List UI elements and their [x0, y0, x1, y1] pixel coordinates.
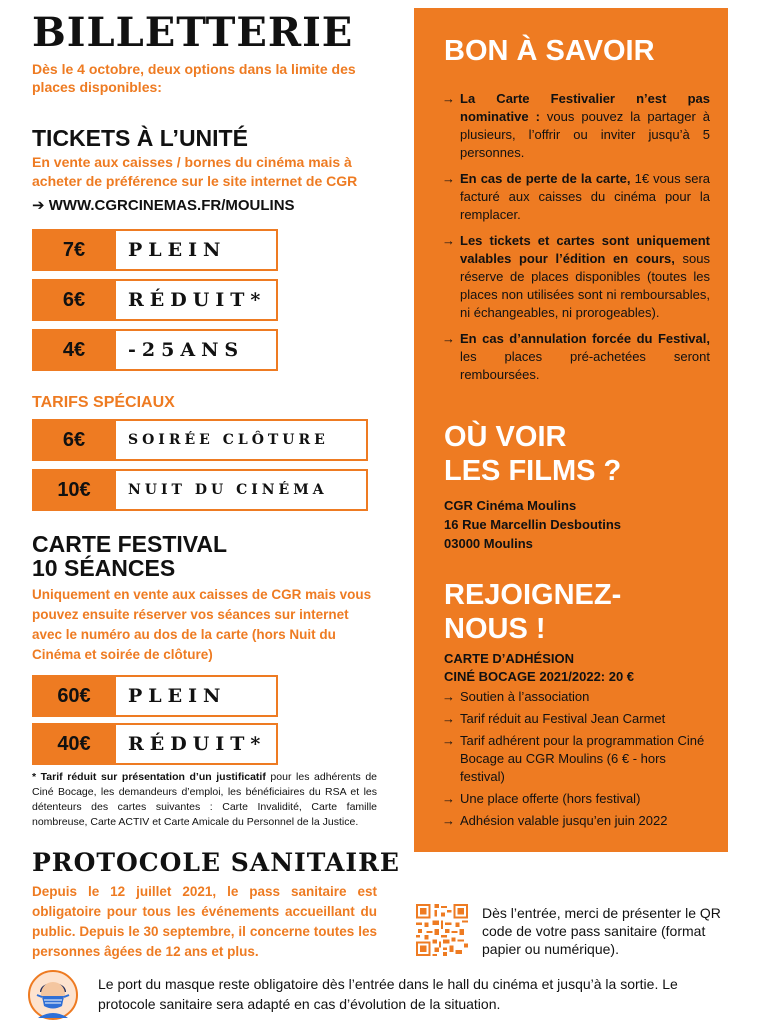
item-text: 1€ vous sera facturé aux caisses du cinéma pour la remplacer. — [460, 171, 710, 222]
footnote-rest: pour les adhérents de Ciné Bocage, les demandeurs d’emploi, les bénéficiaires du RSA et les détenteurs des cartes suivantes : Carte Invalidité, Carte famille nombreuse, Carte ACTIV et Carte Amicale du Personnel de la Justice. — [32, 771, 377, 828]
list-item: → Soutien à l’association — [442, 688, 712, 706]
price-value: 6€ — [32, 279, 116, 321]
adhesion-line2: CINÉ BOCAGE 2021/2022: 20 € — [444, 669, 635, 684]
price-value: 60€ — [32, 675, 116, 717]
rejoignez-line1: REJOIGNEZ- — [444, 579, 622, 611]
item-bold: En cas d’annulation forcée du Festival, — [460, 331, 710, 346]
price-value: 4€ — [32, 329, 116, 371]
tarif-reduit-footnote — [32, 770, 377, 830]
list-item: → Une place offerte (hors festival) — [442, 790, 712, 808]
cinema-address — [444, 496, 621, 553]
adhesion-line1: CARTE D’ADHÉSION — [444, 651, 575, 666]
tarifs-speciaux-heading: TARIFS SPÉCIAUX — [32, 394, 175, 411]
qr-instructions: Dès l’entrée, merci de présenter le QR code de votre pass sanitaire (format papier ou numérique). — [482, 905, 721, 957]
price-value: 10€ — [32, 469, 116, 511]
price-value: 40€ — [32, 723, 116, 765]
list-item: → Adhésion valable jusqu’en juin 2022 — [442, 812, 712, 830]
price-row-moins-25 — [32, 329, 278, 371]
list-item — [442, 170, 710, 224]
price-label: RÉDUIT* — [116, 723, 278, 765]
tickets-heading: TICKETS À L’UNITÉ — [32, 125, 248, 151]
protocole-text: Depuis le 12 juillet 2021, le pass sanitaire est obligatoire pour tous les événements accueillant du public. Depuis le 30 septembre, il concerne toutes les personnes âgées de 12 ans et plus. — [32, 884, 377, 959]
price-label: PLEIN — [116, 229, 278, 271]
info-panel — [414, 8, 728, 852]
tickets-subtitle: En vente aux caisses / bornes du cinéma mais à acheter de préférence sur le site internet de CGR — [32, 154, 358, 189]
mask-notice: Le port du masque reste obligatoire dès l’entrée dans le hall du cinéma et jusqu’à la sortie. Le protocole sanitaire sera adapté en cas d’évolution de la situation. — [98, 976, 678, 1012]
carte-festival-heading — [32, 532, 332, 580]
price-row-reduit — [32, 279, 278, 321]
list-item — [442, 330, 710, 384]
price-row-nuit-du-cinema — [32, 469, 368, 511]
item-text: sous réserve de places disponibles (toutes les places non utilisées sont ni remboursables, ni échangeables, ni prorogeables). — [460, 251, 710, 320]
price-row-carte-reduit — [32, 723, 278, 765]
adhesion-benefits-list — [442, 688, 712, 834]
price-row-plein — [32, 229, 278, 271]
billetterie-title: BILLETTERIE — [32, 9, 354, 56]
ou-voir-line2: LES FILMS ? — [444, 455, 622, 487]
list-item: → Tarif réduit au Festival Jean Carmet — [442, 710, 712, 728]
face-mask-icon — [28, 970, 78, 1020]
price-row-soiree-cloture — [32, 419, 368, 461]
carte-subtitle: Uniquement en vente aux caisses de CGR mais vous pouvez ensuite réserver vos séances sur internet avec le numéro au dos de la carte (hors Nuit du Cinéma et soirée de clôture) — [32, 587, 372, 662]
carte-heading-line1: CARTE FESTIVAL — [32, 531, 228, 557]
carte-heading-line2: 10 SÉANCES — [32, 555, 176, 581]
price-label: NUIT DU CINÉMA — [116, 469, 368, 511]
list-item — [442, 90, 710, 162]
qr-code-icon — [416, 904, 468, 956]
price-row-carte-plein — [32, 675, 278, 717]
rejoignez-line2: NOUS ! — [444, 613, 546, 645]
item-bold: En cas de perte de la carte, — [460, 171, 631, 186]
billetterie-intro: Dès le 4 octobre, deux options dans la limite des places disponibles: — [32, 61, 356, 95]
item-text: les places pré-achetées seront remboursées. — [460, 349, 710, 382]
bon-a-savoir-list — [442, 90, 710, 392]
rejoignez-heading — [444, 578, 621, 646]
list-item — [442, 232, 710, 322]
tickets-url-link[interactable]: ➔ WWW.CGRCINEMAS.FR/MOULINS — [32, 197, 295, 214]
ou-voir-line1: OÙ VOIR — [444, 421, 567, 453]
footnote-bold: * Tarif réduit sur présentation d’un justificatif — [32, 771, 266, 783]
address-line: 16 Rue Marcellin Desboutins — [444, 517, 621, 532]
carte-adhesion-title — [444, 650, 634, 686]
bon-a-savoir-heading: BON À SAVOIR — [444, 35, 655, 67]
price-value: 7€ — [32, 229, 116, 271]
address-line: 03000 Moulins — [444, 536, 533, 551]
item-text: vous pouvez la partager à plusieurs, l’offrir ou inviter jusqu’à 5 personnes. — [460, 109, 710, 160]
item-bold: Les tickets et cartes sont uniquement valables pour l’édition en cours, — [460, 233, 710, 266]
protocole-title: PROTOCOLE SANITAIRE — [32, 848, 400, 877]
item-bold: La Carte Festivalier n’est pas nominative : — [460, 91, 710, 124]
list-item: → Tarif adhérent pour la programmation Ciné Bocage au CGR Moulins (6 € - hors festival) — [442, 732, 712, 786]
price-value: 6€ — [32, 419, 116, 461]
price-label: SOIRÉE CLÔTURE — [116, 419, 368, 461]
price-label: RÉDUIT* — [116, 279, 278, 321]
price-label: -25ANS — [116, 329, 278, 371]
ou-voir-heading — [444, 420, 621, 488]
address-line: CGR Cinéma Moulins — [444, 498, 577, 513]
price-label: PLEIN — [116, 675, 278, 717]
